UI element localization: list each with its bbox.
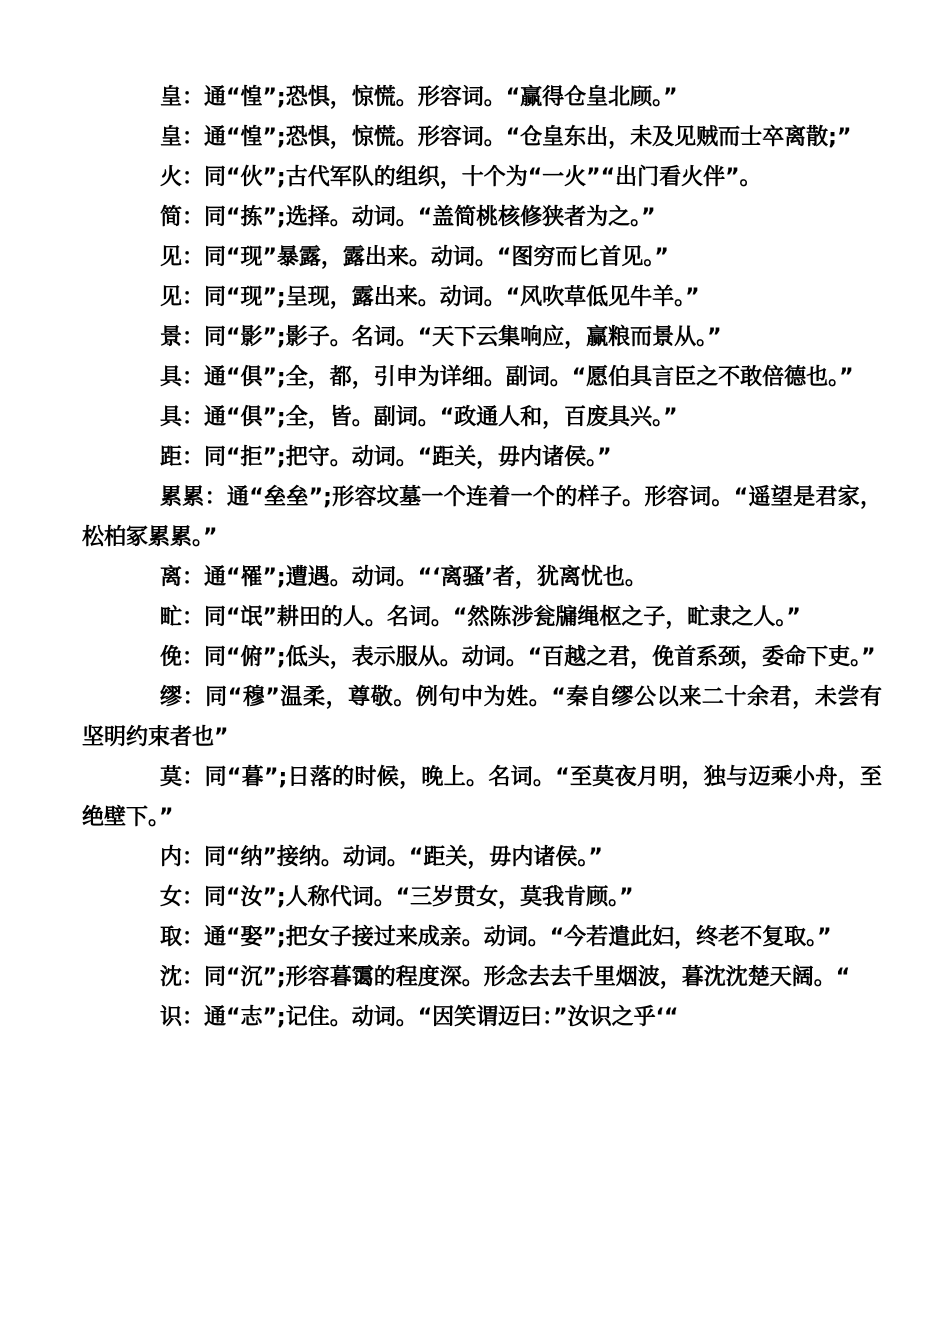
entry-huang-1: 皇：通“惶”;恐惧，惊慌。形容词。“赢得仓皇北顾。”: [160, 85, 678, 110]
entry-jian: 简：同“拣”;选择。动词。“盖简桃核修狭者为之。”: [160, 205, 656, 230]
entry-mo: 莫：同“暮”;日落的时候，晚上。名词。“至莫夜月明，独与迈乘小舟，至绝壁下。”: [82, 765, 882, 830]
entry-ju-2: 具：通“俱”;全，皆。副词。“政通人和，百废具兴。”: [160, 405, 678, 430]
entry-meng: 甿：同“氓”耕田的人。名词。“然陈涉瓮牖绳枢之子，甿隶之人。”: [160, 605, 801, 630]
entry-ju-guard: 距：同“拒”;把守。动词。“距关，毋内诸侯。”: [160, 445, 612, 470]
entry-ju-1: 具：通“俱”;全，都，引申为详细。副词。“愿伯具言臣之不敢倍德也。”: [160, 365, 854, 390]
entry-ru: 女：同“汝”;人称代词。“三岁贯女，莫我肯顾。”: [160, 885, 634, 910]
entry-qu: 取：通“娶”;把女子接过来成亲。动词。“今若遣此妇，终老不复取。”: [160, 925, 832, 950]
entry-xian-2: 见：同“现”;呈现，露出来。动词。“风吹草低见牛羊。”: [160, 285, 700, 310]
entry-jing: 景：同“影”;影子。名词。“天下云集响应，赢粮而景从。”: [160, 325, 722, 350]
entry-xian-1: 见：同“现”暴露，露出来。动词。“图穷而匕首见。”: [160, 245, 669, 270]
entry-huang-2: 皇：通“惶”;恐惧，惊慌。形容词。“仓皇东出，未及见贼而士卒离散;”: [160, 125, 852, 150]
entry-zhi: 识：通“志”;记住。动词。“因笑谓迈曰：”汝识之乎‘“: [160, 1005, 679, 1030]
entry-leilei: 累累：通“垒垒”;形容坟墓一个连着一个的样子。形容词。“遥望是君家，松柏冢累累。”: [82, 485, 882, 550]
entry-fu: 俛：同“俯”;低头，表示服从。动词。“百越之君，俛首系颈，委命下吏。”: [160, 645, 876, 670]
entry-mu: 缪：同“穆”温柔，尊敬。例句中为姓。“秦自缪公以来二十余君，未尝有坚明约束者也”: [82, 685, 882, 750]
entry-li: 离：通“罹”;遭遇。动词。“‘离骚’者，犹离忧也。: [160, 565, 647, 590]
document-body: [82, 78, 882, 1038]
entry-na: 内：同“纳”接纳。动词。“距关，毋内诸侯。”: [160, 845, 603, 870]
entry-chen: 沈：同“沉”;形容暮霭的程度深。形念去去千里烟波，暮沈沈楚天阔。“: [160, 965, 851, 990]
entry-huo: 火：同“伙”;古代军队的组织，十个为“一火”“出门看火伴”。: [160, 165, 762, 190]
